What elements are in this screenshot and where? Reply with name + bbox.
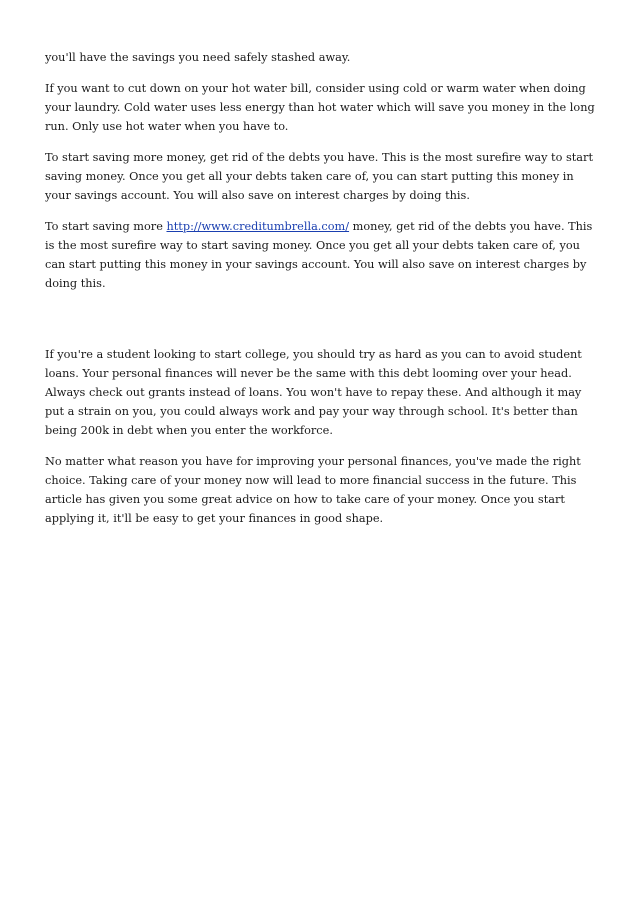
paragraph-hot-water: If you want to cut down on your hot water bill, consider using cold or warm water when doing your laundry. Cold water uses less energy than hot water which will save you money in the long run. Only use hot water when you have to. [45, 82, 595, 133]
paragraph-debts-with-link [45, 217, 597, 293]
paragraph-debts: To start saving more money, get rid of the debts you have. This is the most surefire way to start saving money. Once you get all your debts taken care of, you can start putting this money in your savings account. You will also save on interest charges by doing this. [45, 151, 593, 202]
paragraph-text-before-link: To start saving more [45, 220, 167, 233]
credit-umbrella-link[interactable]: http://www.creditumbrella.com/ [166, 220, 350, 233]
document-page [45, 48, 597, 540]
paragraph-student-loans: If you're a student looking to start college, you should try as hard as you can to avoid student loans. Your personal finances will never be the same with this debt looming over your head. Always check out grants instead of loans. You won't have to repay these. And although it may put a strain on you, you could always work and pay your way through school. It's better than being 200k in debt when you enter the workforce. [45, 348, 582, 437]
paragraph-text-after-link: money, get rid of the debts you have. This is the most surefire way to start saving money. Once you get all your debts taken care of, you can start putting this money in your savings account. You will also save on interest charges by doing this. [45, 220, 593, 290]
paragraph-savings-stashed: you'll have the savings you need safely stashed away. [45, 51, 351, 64]
paragraph-conclusion: No matter what reason you have for improving your personal finances, you've made the right choice. Taking care of your money now will lead to more financial success in the future. This article has given you some great advice on how to take care of your money. Once you start applying it, it'll be easy to get your finances in good shape. [45, 455, 581, 525]
spacer [45, 305, 597, 345]
